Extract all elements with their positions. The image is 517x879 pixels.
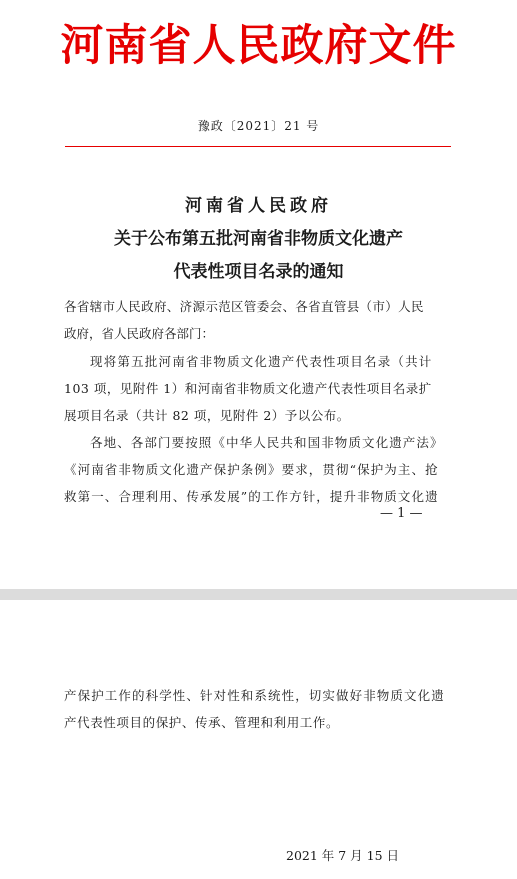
paragraph-3-line4: 产保护工作的科学性、针对性和系统性，切实做好非物质文化遗 — [64, 688, 445, 703]
title-issuer: 河南省人民政府 — [185, 196, 332, 216]
paragraph-3-line3: 救第一、合理利用、传承发展”的工作方针，提升非物质文化遗 — [64, 489, 439, 504]
addressee-line1: 各省辖市人民政府、济源示范区管委会、各省直管县（市）人民 — [64, 299, 424, 314]
document-number: 豫政〔2021〕21 号 — [197, 119, 320, 133]
masthead-divider — [65, 146, 451, 147]
document-masthead: 河南省人民政府文件 — [60, 21, 457, 71]
page-number: — 1 — — [380, 506, 423, 521]
document-page-2 — [0, 600, 517, 879]
page-separator — [0, 589, 517, 600]
addressee-line2: 政府，省人民政府各部门： — [64, 326, 215, 341]
paragraph-3-line2: 《河南省非物质文化遗产保护条例》要求，贯彻“保护为主、抢 — [64, 462, 439, 477]
title-subject-line1: 关于公布第五批河南省非物质文化遗产 — [114, 229, 403, 249]
paragraph-2-line3: 展项目名录（共计 82 项，见附件 2）予以公布。 — [64, 408, 350, 423]
paragraph-2-line2: 103 项，见附件 1）和河南省非物质文化遗产代表性项目名录扩 — [64, 381, 432, 396]
paragraph-3-line5: 产代表性项目的保护、传承、管理和利用工作。 — [64, 715, 340, 730]
paragraph-3-line1: 各地、各部门要按照《中华人民共和国非物质文化遗产法》 — [90, 435, 444, 450]
issue-date: 2021 年 7 月 15 日 — [286, 848, 400, 863]
title-subject-line2: 代表性项目名录的通知 — [173, 262, 344, 282]
paragraph-2-line1: 现将第五批河南省非物质文化遗产代表性项目名录（共计 — [90, 354, 433, 369]
